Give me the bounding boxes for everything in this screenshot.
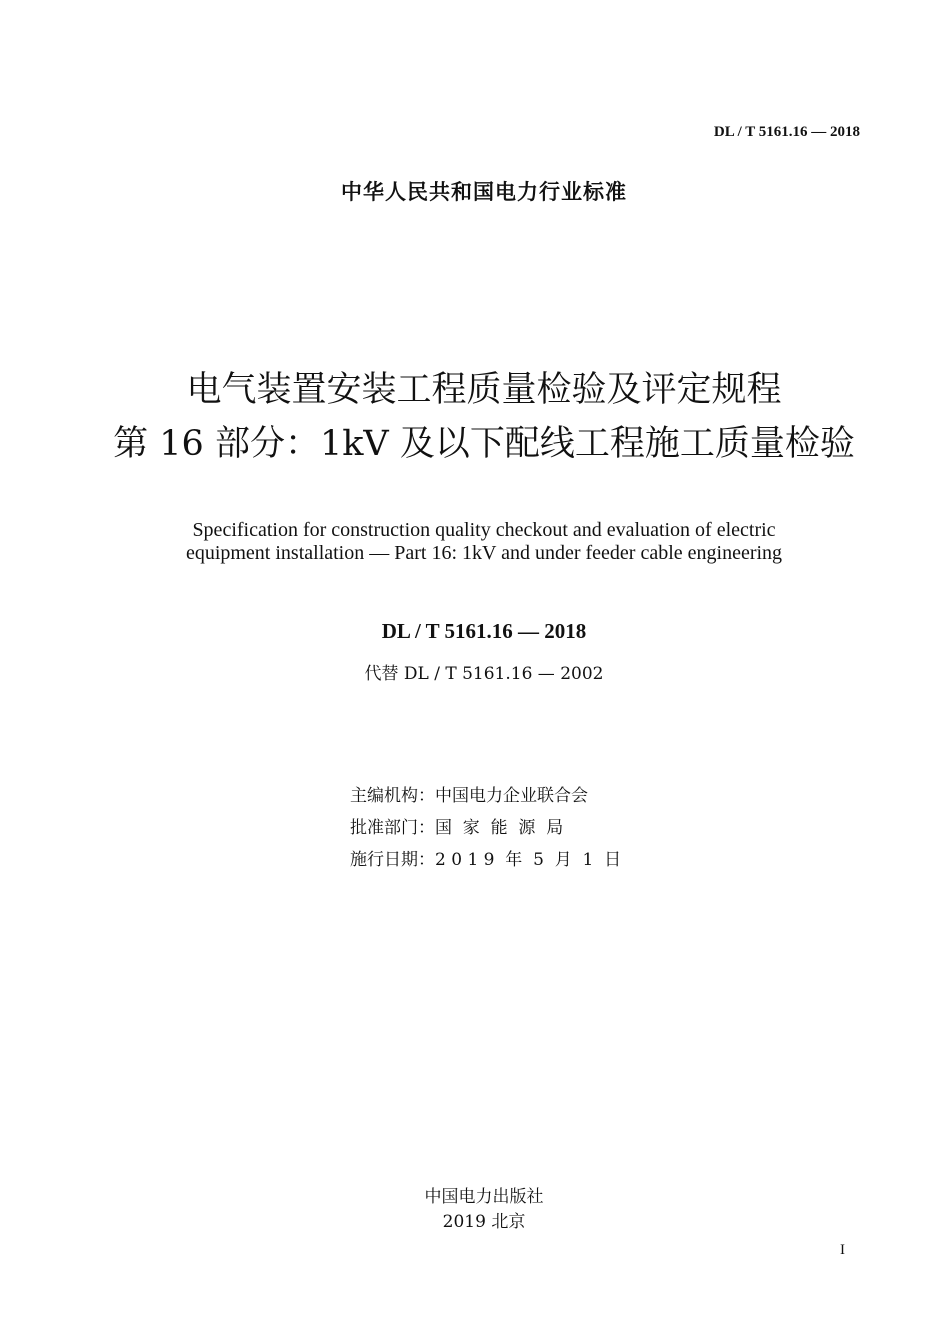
title-line-2: 第 16 部分：1kV 及以下配线工程施工质量检验 xyxy=(113,424,855,464)
standard-code: DL / T 5161.16 — 2018 xyxy=(381,619,587,643)
page-number: I xyxy=(840,1242,845,1258)
title-line-1: 电气装置安装工程质量检验及评定规程 xyxy=(186,370,782,410)
english-title-line-2: equipment installation — Part 16: 1kV and under feeder cable engineering xyxy=(185,542,783,564)
standard-code-header: DL / T 5161.16 — 2018 xyxy=(713,124,860,140)
effective-date: 施行日期：2 0 1 9 年 5 月 1 日 xyxy=(350,850,622,870)
editor-organization: 主编机构：中国电力企业联合会 xyxy=(350,786,588,806)
replaces-code: 代替 DL / T 5161.16 — 2002 xyxy=(364,664,604,684)
approving-department: 批准部门：国 家 能 源 局 xyxy=(350,818,564,838)
publisher-year-city: 2019 北京 xyxy=(442,1212,526,1232)
publisher-name: 中国电力出版社 xyxy=(424,1187,544,1207)
english-title-line-1: Specification for construction quality checkout and evaluation of electric xyxy=(192,519,776,541)
standard-category: 中华人民共和国电力行业标准 xyxy=(341,180,627,204)
